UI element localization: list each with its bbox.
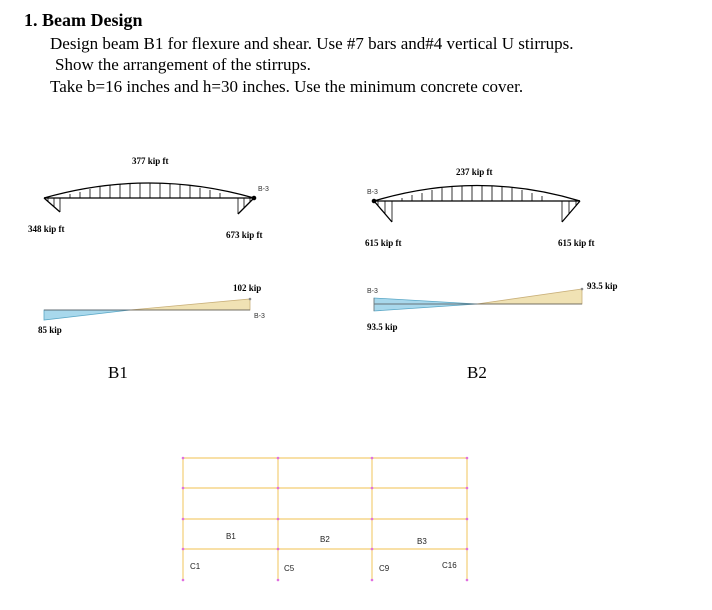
b2-shear-diagram xyxy=(374,288,583,311)
b2-shear-right-label: 93.5 kip xyxy=(587,281,618,291)
problem-line-2: Show the arrangement of the stirrups. xyxy=(55,55,311,74)
b1-moment-top-label: 377 kip ft xyxy=(132,156,169,166)
plan-column-label-c16: C16 xyxy=(442,561,457,570)
b1-support-tag: B-3 xyxy=(258,186,269,193)
b2-support-tag: B-3 xyxy=(367,189,378,196)
b2-beam-name: B2 xyxy=(467,363,487,382)
b1-shear-tag: B-3 xyxy=(254,313,265,320)
b1-shear-diagram xyxy=(44,298,251,320)
b2-shear-bottom-label: 93.5 kip xyxy=(367,322,398,332)
b1-beam-name: B1 xyxy=(108,363,128,382)
plan-column-label-c9: C9 xyxy=(379,564,390,573)
b2-moment-right-label: 615 kip ft xyxy=(558,238,595,248)
plan-beam-label-b3: B3 xyxy=(417,537,427,546)
problem-heading: 1. Beam Design xyxy=(24,10,143,30)
plan-column-label-c1: C1 xyxy=(190,562,201,571)
b1-shear-top-label: 102 kip xyxy=(233,283,262,293)
plan-beam-label-b2: B2 xyxy=(320,535,330,544)
problem-line-1: Design beam B1 for flexure and shear. Use #7 bars and#4 vertical U stirrups. xyxy=(50,34,574,53)
problem-line-3: Take b=16 inches and h=30 inches. Use the minimum concrete cover. xyxy=(50,77,524,96)
floor-plan-grid xyxy=(182,457,469,582)
plan-column-label-c5: C5 xyxy=(284,564,295,573)
b2-moment-top-label: 237 kip ft xyxy=(456,167,493,177)
b2-moment-diagram xyxy=(372,186,580,223)
b1-moment-diagram xyxy=(44,183,256,214)
b1-moment-left-label: 348 kip ft xyxy=(28,224,65,234)
b2-moment-left-label: 615 kip ft xyxy=(365,238,402,248)
b1-shear-bottom-label: 85 kip xyxy=(38,325,62,335)
b2-shear-tag: B-3 xyxy=(367,288,378,295)
plan-beam-label-b1: B1 xyxy=(226,532,236,541)
b1-moment-right-label: 673 kip ft xyxy=(226,230,263,240)
